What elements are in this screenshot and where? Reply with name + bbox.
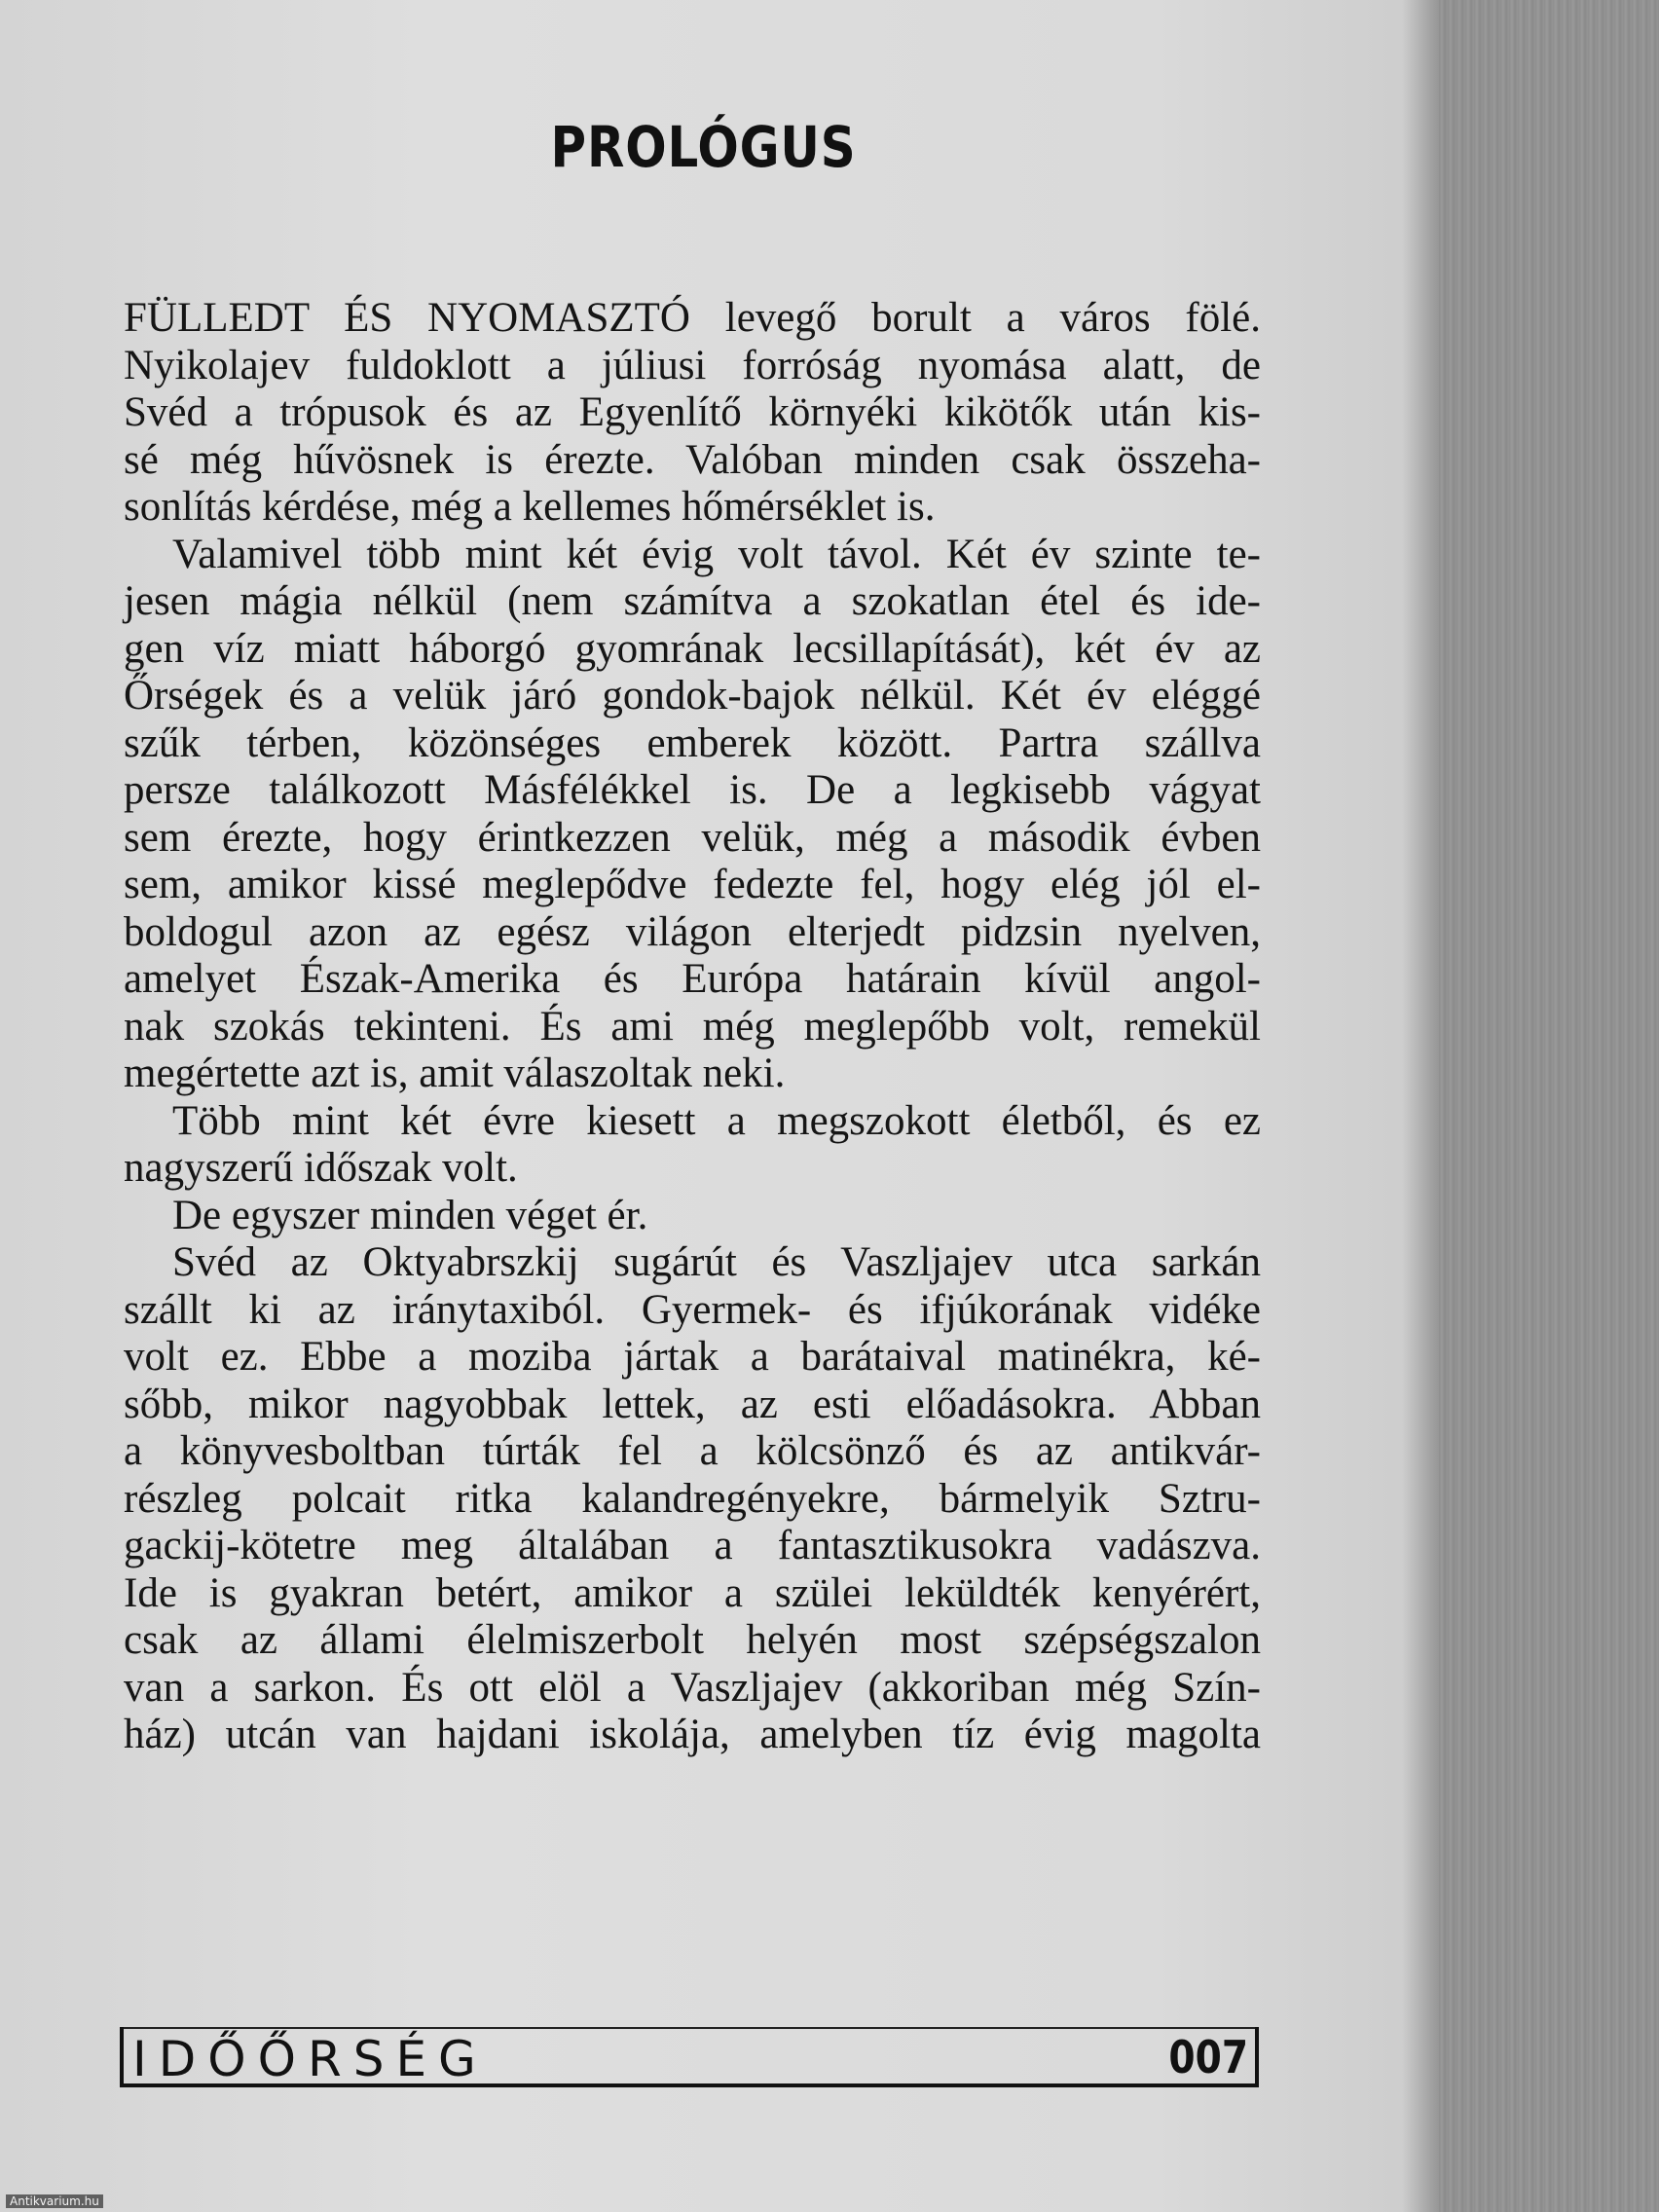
text-line: van a sarkon. És ott elöl a Vaszljajev (akkoriban még Szín- [124,1664,1261,1711]
text-line: Svéd a trópusok és az Egyenlítő környéki kikötők után kis- [124,389,1261,435]
text-line: gen víz miatt háborgó gyomrának lecsillapítását), két év az [124,625,1261,672]
text-line: Ide is gyakran betért, amikor a szülei leküldték kenyérért, [124,1569,1261,1616]
text-line: Több mint két évre kiesett a megszokott életből, és ez [172,1097,1261,1144]
footer-rule-top [120,2027,1259,2029]
text-line: volt ez. Ebbe a moziba jártak a barátaival matinékra, ké- [124,1334,1261,1380]
text-line: a könyvesboltban túrták fel a kölcsönző és az antikvár- [124,1428,1261,1474]
text-line: amelyet Észak-Amerika és Európa határain kívül angol- [124,956,1261,1002]
text-line: boldogul azon az egész világon elterjedt pidzsin nyelven, [124,908,1261,955]
page-edge-shadow [1402,0,1441,2212]
text-line: Őrségek és a velük járó gondok-bajok nélkül. Két év eléggé [124,673,1261,719]
text-line: részleg polcait ritka kalandregényekre, bármelyik Sztru- [124,1475,1261,1522]
adjacent-surface [1439,0,1659,2212]
text-line: Valamivel több mint két évig volt távol. Két év szinte te- [172,531,1261,577]
text-line: FÜLLEDT ÉS NYOMASZTÓ levegő borult a város fölé. [124,295,1261,341]
text-line: Svéd az Oktyabrszkij sugárút és Vaszljajev utca sarkán [172,1239,1261,1285]
text-line: csak az állami élelmiszerbolt helyén most szépségszalon [124,1617,1261,1663]
page-number: 007 [1168,2031,1248,2083]
text-line: sem, amikor kissé meglepődve fedezte fel, hogy elég jól el- [124,862,1261,907]
footer-right-bar [1255,2027,1259,2085]
text-line: persze találkozott Másfélékkel is. De a legkisebb vágyat [124,767,1261,813]
text-line: megértette azt is, amit válaszoltak neki. [124,1051,786,1096]
text-line: jesen mágia nélkül (nem számítva a szokatlan étel és ide- [124,578,1261,624]
text-line: ház) utcán van hajdani iskolája, amelyben tíz évig magolta [124,1712,1261,1757]
text-line: Nyikolajev fuldoklott a júliusi forróság nyomása alatt, de [124,342,1261,388]
text-line: szállt ki az iránytaxiból. Gyermek- és ifjúkorának vidéke [124,1286,1261,1333]
text-line: szűk térben, közönséges emberek között. Partra szállva [124,719,1261,766]
text-line: nagyszerű időszak volt. [124,1145,518,1191]
chapter-title: PROLÓGUS [550,113,857,180]
text-line: sé még hűvösnek is érezte. Valóban minden csak összeha- [124,436,1261,483]
footer-left-bar [120,2027,124,2085]
text-line: sőbb, mikor nagyobbak lettek, az esti előadásokra. Abban [124,1381,1261,1427]
running-title: IDŐŐRSÉG [132,2031,488,2087]
text-line: De egyszer minden véget ér. [172,1192,648,1238]
text-line: nak szokás tekinteni. És ami még meglepőbb volt, remekül [124,1003,1261,1050]
text-line: sonlítás kérdése, még a kellemes hőmérséklet is. [124,484,936,530]
text-line: sem érezte, hogy érintkezzen velük, még a második évben [124,814,1261,861]
body-text [124,295,1261,1759]
text-line: gackij-kötetre meg általában a fantasztikusokra vadászva. [124,1523,1261,1568]
watermark: Antikvarium.hu [6,2194,103,2208]
